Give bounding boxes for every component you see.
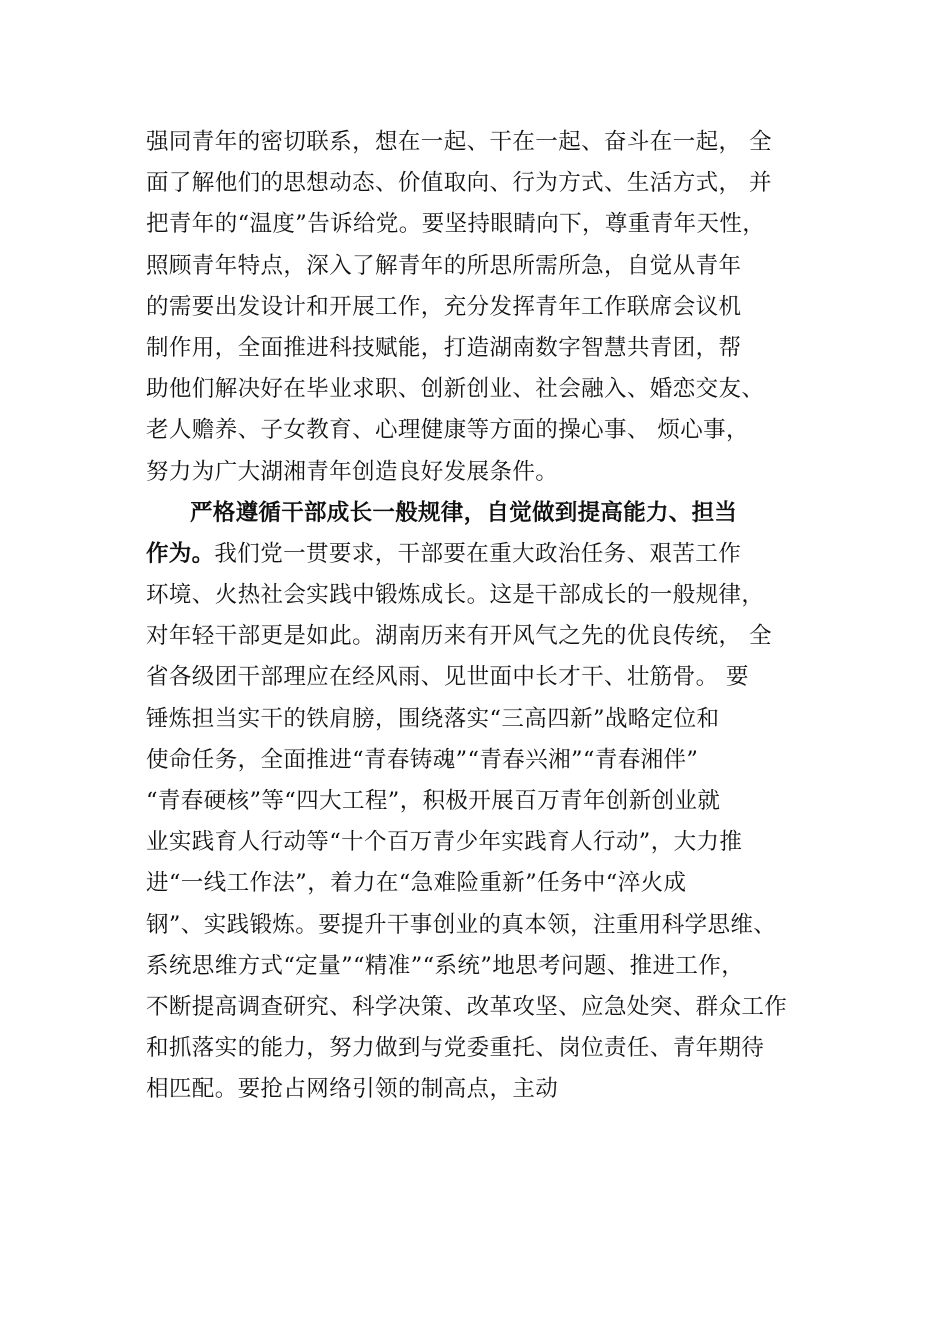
text-line: 进“一线工作法”，着力在“急难险重新”任务中“淬火成	[146, 870, 687, 897]
text-line: 努力为广大湖湘青年创造良好发展条件。	[146, 458, 559, 485]
text-line: 使命任务，全面推进“青春铸魂”“青春兴湘”“青春湘伴”	[146, 746, 699, 773]
text-line: “青春硬核”等“四大工程”，积极开展百万青年创新创业就	[146, 788, 721, 814]
text-line: 制作用，全面推进科技赋能，打造湖南数字智慧共青团，帮	[146, 334, 742, 361]
section-heading: 严格遵循干部成长一般规律，自觉做到提高能力、担当	[190, 499, 738, 526]
text-line-rest: 我们党一贯要求，干部要在重大政治任务、艰苦工作	[214, 540, 742, 567]
text-line: 环境、火热社会实践中锻炼成长。这是干部成长的一般规律，	[146, 582, 765, 609]
text-line: 助他们解决好在毕业求职、创新创业、社会融入、婚恋交友、	[146, 376, 765, 403]
text-line: 业实践育人行动等“十个百万青少年实践育人行动”，大力推	[146, 829, 743, 856]
text-line: 和抓落实的能力，努力做到与党委重托、岗位责任、青年期待	[146, 1035, 765, 1062]
text-line: 系统思维方式“定量”“精准”“系统”地思考问题、推进工作，	[146, 952, 745, 979]
body-text	[146, 122, 836, 1111]
heading-continuation-line	[146, 534, 836, 575]
text-line: 照顾青年特点，深入了解青年的所思所需所急，自觉从青年	[146, 252, 742, 279]
text-line: 老人赡养、子女教育、心理健康等方面的操心事、 烦心事，	[146, 417, 749, 444]
section-heading-end: 作为。	[146, 540, 215, 567]
text-line: 省各级团干部理应在经风雨、见世面中长才干、壮筋骨。 要	[146, 664, 749, 691]
text-line: 的需要出发设计和开展工作，充分发挥青年工作联席会议机	[146, 293, 742, 320]
text-line: 钢”、实践锻炼。要提升干事创业的真本领，注重用科学思维、	[146, 911, 777, 938]
text-line: 面了解他们的思想动态、价值取向、行为方式、生活方式， 并	[146, 170, 772, 197]
text-line: 相匹配。要抢占网络引领的制高点，主动	[146, 1076, 559, 1103]
text-line: 把青年的“温度”告诉给党。要坚持眼睛向下，尊重青年天性，	[146, 211, 766, 238]
text-line: 锤炼担当实干的铁肩膀，围绕落实“三高四新”战略定位和	[146, 705, 720, 732]
text-line: 不断提高调查研究、科学决策、改革攻坚、应急处突、群众工作	[146, 993, 788, 1020]
text-line: 强同青年的密切联系，想在一起、干在一起、奋斗在一起， 全	[146, 129, 772, 155]
text-line: 对年轻干部更是如此。湖南历来有开风气之先的优良传统， 全	[146, 623, 772, 650]
